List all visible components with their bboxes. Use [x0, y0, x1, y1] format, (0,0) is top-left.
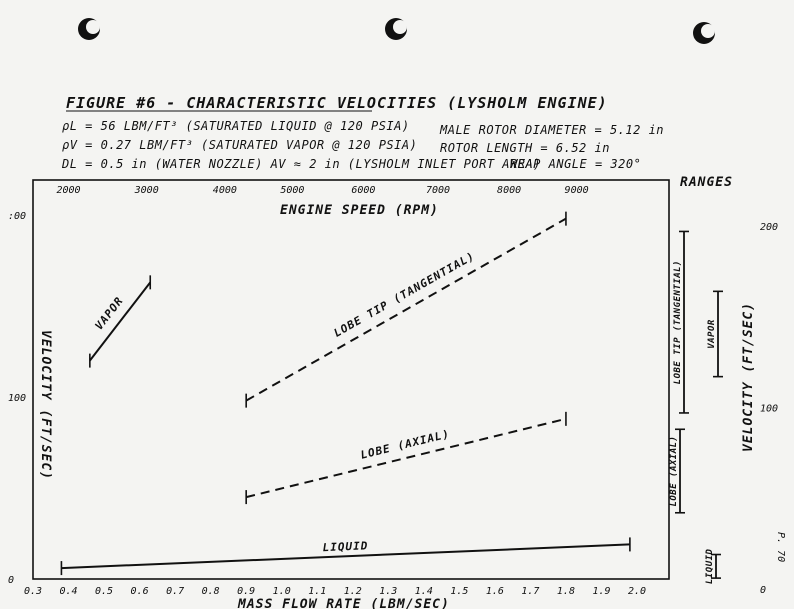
x2-tick-label: 6000 [351, 185, 376, 196]
x2-tick-label: 7000 [425, 185, 451, 196]
x-tick-label: 0.4 [59, 586, 78, 597]
series-line [246, 419, 566, 497]
figure-title: FIGURE #6 - CHARACTERISTIC VELOCITIES (LYSHOLM ENGINE) [66, 94, 608, 112]
x-tick-label: 2.0 [627, 586, 647, 597]
x-tick-label: 0.8 [201, 586, 220, 597]
header-line-1-right: MALE ROTOR DIAMETER = 5.12 in [440, 123, 665, 137]
y-tick-label: 100 [8, 393, 27, 404]
x-tick-label: 0.9 [237, 586, 256, 597]
x2-axis-label: ENGINE SPEED (RPM) [280, 203, 439, 218]
x2-tick-label: 5000 [280, 185, 305, 196]
series-line [246, 219, 566, 401]
x-tick-label: 1.1 [308, 586, 327, 597]
series-label: LIQUID [322, 539, 369, 555]
x2-tick-label: 8000 [497, 185, 522, 196]
series-label: VAPOR [92, 294, 127, 333]
header-line-2: ρV = 0.27 LBM/FT³ (SATURATED VAPOR @ 120 PSIA) [62, 138, 418, 152]
page-number: P. 70 [775, 532, 786, 563]
ranges-title: RANGES [680, 175, 733, 190]
x2-tick-labels [56, 185, 588, 196]
x-tick-label: 1.7 [521, 586, 540, 597]
y-tick-label: 0 [8, 575, 15, 586]
ranges-bars [669, 231, 723, 584]
x2-tick-label: 9000 [564, 185, 589, 196]
x-tick-label: 0.6 [130, 586, 149, 597]
x2-tick-label: 2000 [56, 185, 81, 196]
x-tick-label: 0.5 [95, 586, 114, 597]
header-line-3: DL = 0.5 in (WATER NOZZLE) AV ≈ 2 in (LYSHOLM INLET PORT AREA) [62, 157, 541, 171]
x-tick-label: 1.9 [592, 586, 611, 597]
x-tick-label: 1.5 [450, 586, 469, 597]
series-label: LOBE (AXIAL) [359, 427, 452, 462]
x-tick-label: 0.7 [166, 586, 185, 597]
x2-tick-label: 4000 [212, 185, 237, 196]
binder-hole-left-icon [78, 18, 100, 40]
header-line-1: ρL = 56 LBM/FT³ (SATURATED LIQUID @ 120 PSIA) [62, 119, 410, 133]
x-tick-label: 1.2 [343, 586, 362, 597]
y-tick-labels [8, 211, 26, 586]
range-bar-label: LOBE (AXIAL) [669, 435, 679, 507]
series-labels [92, 249, 477, 554]
plot-frame [33, 180, 669, 579]
x-tick-label: 1.3 [379, 586, 398, 597]
header-line-3-right: WRAP ANGLE = 320° [510, 157, 642, 171]
range-bar-label: VAPOR [707, 319, 717, 349]
x-tick-labels [24, 586, 646, 597]
binder-hole-right-icon [693, 22, 715, 44]
x2-tick-label: 3000 [134, 185, 159, 196]
series-layer [61, 212, 629, 575]
binder-holes [78, 18, 715, 44]
ranges-tick-label: 200 [760, 222, 779, 233]
range-bar-label: LIQUID [705, 548, 715, 585]
ranges-tick-label: 0 [760, 585, 767, 596]
x-axis-label: MASS FLOW RATE (LBM/SEC) [238, 597, 450, 609]
range-bar-label: LOBE TIP (TANGENTIAL) [673, 260, 683, 385]
x-tick-label: 0.3 [23, 586, 43, 597]
y-axis-label: VELOCITY (FT/SEC) [38, 330, 53, 481]
x-tick-label: 1.8 [556, 586, 575, 597]
header-line-2-right: ROTOR LENGTH = 6.52 in [440, 141, 610, 155]
ranges-tick-label: 100 [760, 403, 779, 415]
series-label: LOBE TIP (TANGENTIAL) [331, 249, 478, 340]
ranges-axis-label: VELOCITY (FT/SEC) [741, 301, 756, 452]
y-tick-label: :00 [8, 211, 27, 222]
x-tick-label: 1.0 [272, 586, 291, 597]
binder-hole-center-icon [385, 18, 407, 40]
x-tick-label: 1.6 [485, 586, 504, 597]
x-tick-label: 1.4 [414, 586, 433, 597]
